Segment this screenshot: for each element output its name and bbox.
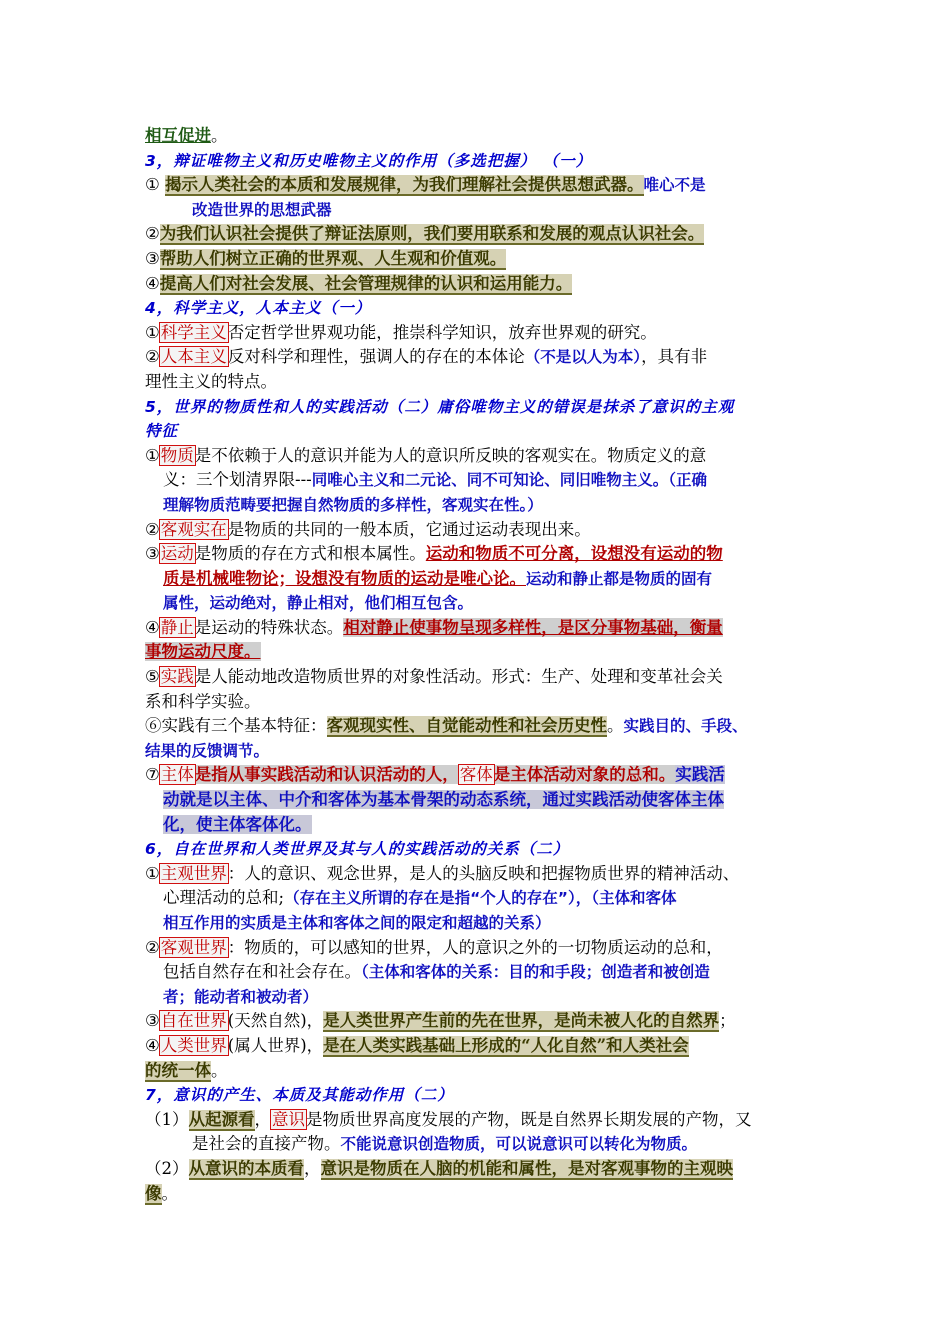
list-item: ③运动是物质的存在方式和根本属性。运动和物质不可分离，设想没有运动的物	[145, 544, 723, 564]
list-item-continued: 结果的反馈调节。	[145, 741, 270, 760]
term-box: 主体	[160, 765, 194, 785]
section-heading-4: 4，科学主义，人本主义（一）	[145, 299, 372, 318]
list-item: ②为我们认识社会提供了辩证法原则，我们要用联系和发展的观点认识社会。	[145, 224, 705, 244]
term-box: 运动	[160, 544, 194, 564]
term-box: 科学主义	[160, 322, 227, 342]
list-item-continued: 是社会的直接产物。不能说意识创造物质，可以说意识可以转化为物质。	[192, 1134, 698, 1154]
list-item: ① 揭示人类社会的本质和发展规律，为我们理解社会提供思想武器。唯心不是	[145, 175, 706, 195]
list-item: ⑦主体是指从事实践活动和认识活动的人，客体是主体活动对象的总和。实践活	[145, 765, 725, 785]
section-heading-7: 7，意识的产生、本质及其能动作用（二）	[145, 1086, 454, 1105]
list-item: ②客观实在是物质的共同的一般本质，它通过运动表现出来。	[145, 519, 591, 539]
list-item-continued: 理解物质范畴要把握自然物质的多样性，客观实在性。）	[163, 495, 543, 514]
document-page	[145, 124, 815, 1206]
list-item-continued: 者；能动者和被动者）	[163, 987, 319, 1006]
term-box: 客观实在	[160, 519, 227, 539]
term-box: 物质	[160, 445, 194, 465]
list-item: ④人类世界(属人世界)，是在人类实践基础上形成的“人化自然”和人类社会	[145, 1035, 689, 1055]
list-item-continued: 动就是以主体、中介和客体为基本骨架的动态系统，通过实践活动使客体主体	[163, 790, 724, 810]
term-box: 意识	[272, 1109, 305, 1129]
list-item: ⑥实践有三个基本特征：客观现实性、自觉能动性和社会历史性。实践目的、手段、	[145, 716, 748, 736]
list-item: ③帮助人们树立正确的世界观、人生观和价值观。	[145, 248, 507, 268]
term-box: 客观世界	[160, 937, 227, 957]
list-item: ②人本主义反对科学和理性，强调人的存在的本体论（不是以人为本），具有非	[145, 347, 708, 367]
list-item: ④静止是运动的特殊状态。相对静止使事物呈现多样性，是区分事物基础，衡量	[145, 617, 723, 637]
list-item-continued: 理性主义的特点。	[145, 371, 277, 391]
list-item: （1）从起源看，意识是物质世界高度发展的产物，既是自然界长期发展的产物，又	[145, 1109, 752, 1129]
section-heading-6: 6，自在世界和人类世界及其与人的实践活动的关系（二）	[145, 840, 570, 859]
list-item-continued: 的统一体。	[145, 1060, 228, 1080]
list-item: ②客观世界：物质的，可以感知的世界，人的意识之外的一切物质运动的总和，	[145, 937, 723, 957]
list-item: ⑤实践是人能动地改造物质世界的对象性活动。形式：生产、处理和变革社会关	[145, 667, 723, 687]
section-heading-5-cont: 特征	[145, 422, 179, 441]
list-item-continued: 事物运动尺度。	[145, 642, 261, 662]
list-item-continued: 像。	[145, 1183, 178, 1203]
list-item-continued: 相互作用的实质是主体和客体之间的限定和超越的关系）	[163, 914, 551, 932]
list-item: ①物质是不依赖于人的意识并能为人的意识所反映的客观实在。物质定义的意	[145, 445, 707, 465]
term-box: 人本主义	[160, 347, 227, 367]
term-box: 实践	[160, 667, 194, 687]
list-item: ①科学主义否定哲学世界观功能，推崇科学知识，放弃世界观的研究。	[145, 322, 657, 342]
list-item-continued: 系和科学实验。	[145, 691, 261, 711]
term-box: 静止	[160, 617, 194, 637]
list-item-continued: 包括自然存在和社会存在。（主体和客体的关系：目的和手段；创造者和被创造	[163, 962, 710, 982]
section-heading-5: 5，世界的物质性和人的实践活动（二）庸俗唯物主义的错误是抹杀了意识的主观	[145, 397, 735, 416]
list-item: （2）从意识的本质看，意识是物质在人脑的机能和属性，是对客观事物的主观映	[145, 1158, 733, 1178]
section-heading-3: 3，辩证唯物主义和历史唯物主义的作用（多选把握） （一）	[145, 151, 593, 170]
list-item-continued: 质是机械唯物论；设想没有物质的运动是唯心论。运动和静止都是物质的固有	[163, 568, 713, 588]
term-box: 自在世界	[160, 1011, 227, 1031]
list-item-continued: 义：三个划清界限---同唯心主义和二元论、同不可知论、同旧唯物主义。（正确	[163, 470, 707, 490]
term-box: 客体	[459, 765, 493, 785]
list-item-continued: 化，使主体客体化。	[163, 814, 312, 834]
term-box: 人类世界	[160, 1035, 227, 1055]
list-item: ①主观世界：人的意识、观念世界，是人的头脑反映和把握物质世界的精神活动、	[145, 863, 740, 883]
text-line: 相互促进。	[145, 126, 228, 145]
term-box: 主观世界	[160, 863, 227, 883]
list-item-continued: 心理活动的总和;（存在主义所谓的存在是指“个人的存在”），（主体和客体	[163, 888, 677, 908]
list-item: ④提高人们对社会发展、社会管理规律的认识和运用能力。	[145, 273, 573, 293]
list-item-continued: 属性，运动绝对，静止相对，他们相互包含。	[163, 594, 474, 613]
list-item-continued: 改造世界的思想武器	[192, 200, 332, 219]
list-item: ③自在世界(天然自然)，是人类世界产生前的先在世界，是尚未被人化的自然界；	[145, 1011, 736, 1031]
